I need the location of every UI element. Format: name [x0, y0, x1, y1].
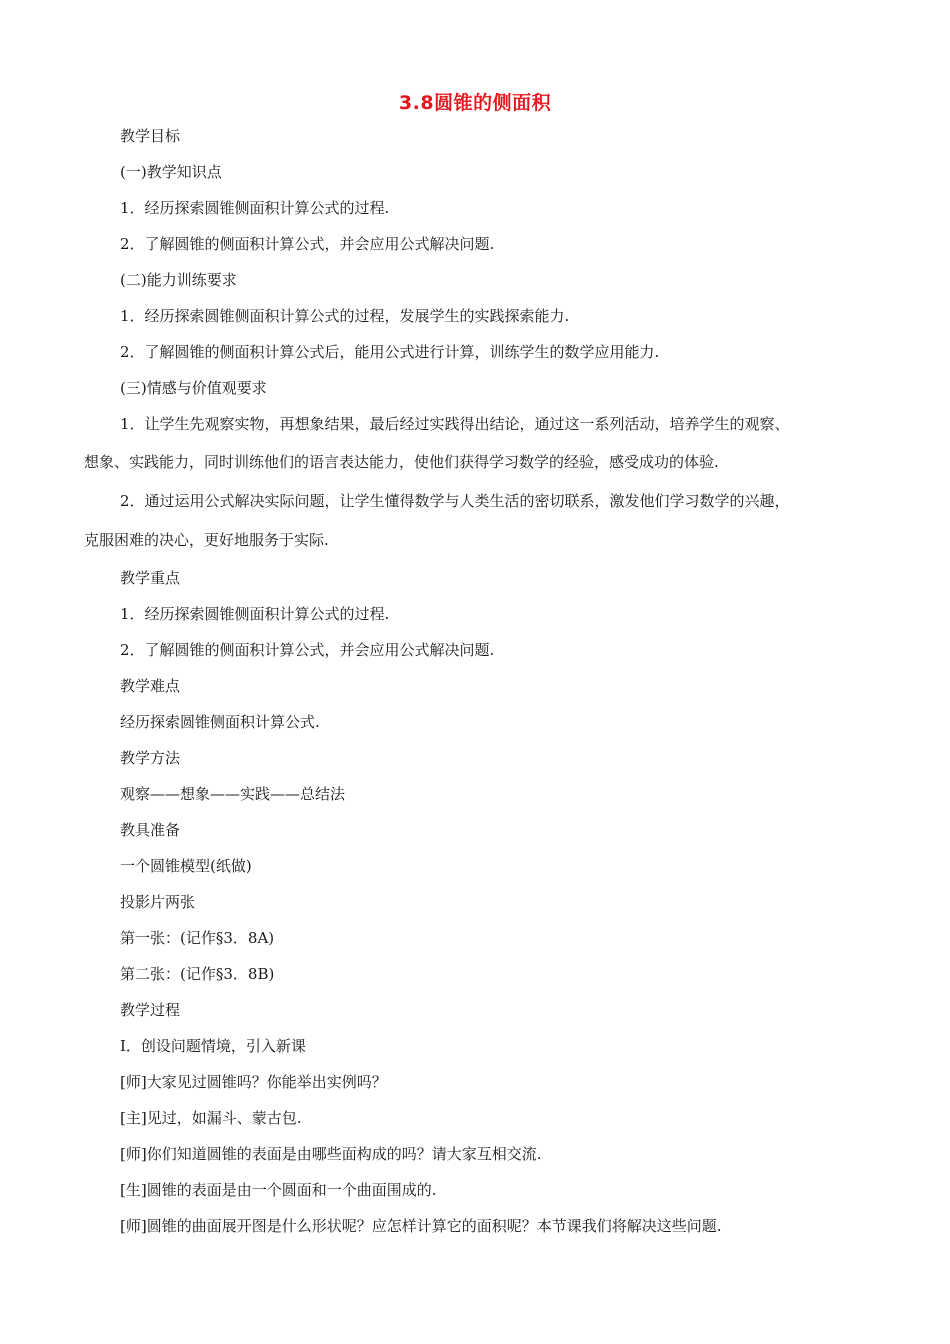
dialogue-line: [师]圆锥的曲面展开图是什么形状呢？应怎样计算它的面积呢？本节课我们将解决这些问题. — [120, 1217, 722, 1235]
heading-method: 教学方法 — [120, 749, 181, 767]
dialogue-line: [师]你们知道圆锥的表面是由哪些面构成的吗？请大家互相交流. — [120, 1145, 542, 1163]
paragraph: 2．了解圆锥的侧面积计算公式，并会应用公式解决问题. — [120, 641, 495, 659]
dialogue-line: [师]大家见过圆锥吗？你能举出实例吗？ — [120, 1073, 387, 1091]
paragraph: 第一张：(记作§3．8A) — [120, 929, 275, 947]
paragraph-continuation: 克服困难的决心，更好地服务于实际. — [84, 531, 329, 549]
heading-key-points: 教学重点 — [120, 569, 181, 587]
paragraph: 2．了解圆锥的侧面积计算公式后，能用公式进行计算，训练学生的数学应用能力. — [120, 343, 660, 361]
paragraph: 1．经历探索圆锥侧面积计算公式的过程. — [120, 605, 390, 623]
paragraph: 2．了解圆锥的侧面积计算公式，并会应用公式解决问题. — [120, 235, 495, 253]
subheading-ability: (二)能力训练要求 — [120, 271, 237, 289]
heading-teaching-goals: 教学目标 — [120, 127, 181, 145]
dialogue-line: [主]见过，如漏斗、蒙古包. — [120, 1109, 302, 1127]
heading-materials: 教具准备 — [120, 821, 181, 839]
paragraph: 观察——想象——实践——总结法 — [120, 785, 346, 803]
paragraph: 第二张：(记作§3．8B) — [120, 965, 275, 983]
paragraph: 1．经历探索圆锥侧面积计算公式的过程. — [120, 199, 390, 217]
paragraph: 一个圆锥模型(纸做) — [120, 857, 252, 875]
heading-process: 教学过程 — [120, 1001, 181, 1019]
paragraph: 投影片两张 — [120, 893, 196, 911]
heading-difficulties: 教学难点 — [120, 677, 181, 695]
paragraph-continuation: 想象、实践能力，同时训练他们的语言表达能力，使他们获得学习数学的经验，感受成功的体验. — [84, 453, 719, 471]
subheading-knowledge: (一)教学知识点 — [120, 163, 222, 181]
paragraph: 经历探索圆锥侧面积计算公式. — [120, 713, 320, 731]
subheading-emotion: (三)情感与价值观要求 — [120, 379, 267, 397]
paragraph: 1．经历探索圆锥侧面积计算公式的过程，发展学生的实践探索能力. — [120, 307, 570, 325]
dialogue-line: [生]圆锥的表面是由一个圆面和一个曲面围成的. — [120, 1181, 437, 1199]
section-heading: Ⅰ．创设问题情境，引入新课 — [120, 1037, 306, 1055]
paragraph: 2．通过运用公式解决实际问题，让学生懂得数学与人类生活的密切联系，激发他们学习数学的兴趣， — [120, 492, 790, 510]
paragraph: 1．让学生先观察实物，再想象结果，最后经过实践得出结论，通过这一系列活动，培养学生的观察、 — [120, 415, 790, 433]
page-title: 3.8圆锥的侧面积 — [398, 92, 552, 114]
